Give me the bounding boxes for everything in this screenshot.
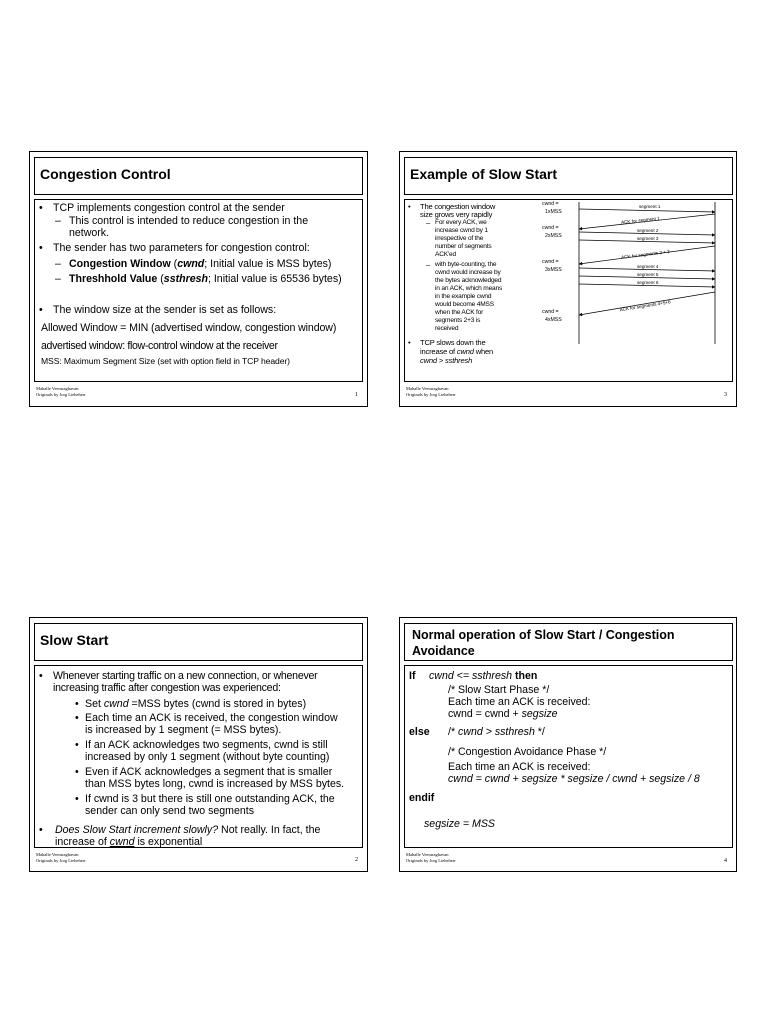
- slide-2-b2-l1: [55, 824, 320, 836]
- dash: –: [55, 215, 61, 227]
- paren: (: [157, 273, 164, 285]
- slide-1-allowed-window: Allowed Window = MIN (advertised window, congestion window): [41, 322, 337, 334]
- slide-3-s1-l3: irrespective of the: [435, 235, 484, 242]
- slide-4-footer: [406, 852, 456, 863]
- slide-1-title-box: [34, 157, 363, 195]
- slide-2-s2-l2: is increased by 1 segment (= MSS bytes).: [85, 724, 282, 736]
- cwnd-label: cwnd =: [542, 225, 559, 231]
- dash: –: [55, 273, 61, 285]
- slide-1-advertised-window: advertised window: flow-control window at the receiver: [41, 340, 278, 352]
- slide-4-each-ack-2: Each time an ACK is received:: [448, 761, 591, 773]
- segsize-var: segsize: [521, 708, 558, 720]
- slide-4-title: [412, 627, 675, 659]
- slide-3-s2-l3: the bytes acknowledged: [435, 277, 502, 284]
- slide-1-cwnd-line: [69, 258, 331, 270]
- slow-start-sequence-diagram: [575, 200, 725, 350]
- condition: cwnd > ssthresh: [458, 726, 535, 738]
- cwnd-var: cwnd: [456, 347, 474, 356]
- slide-4-else-condition: [448, 726, 545, 738]
- slide-1-title: Congestion Control: [40, 166, 171, 182]
- slide-1-page-number: 1: [355, 392, 358, 398]
- slide-3-title-box: [404, 157, 733, 195]
- slide-3-s2-l2: cwnd would increase by: [435, 269, 501, 276]
- text: =MSS bytes (cwnd is stored in bytes): [128, 698, 307, 710]
- slide-1-threshold-line: [69, 273, 342, 285]
- cwnd-rest: ; Initial value is MSS bytes): [204, 258, 332, 270]
- slide-4-title-box: [404, 623, 733, 661]
- dash: –: [55, 258, 61, 270]
- slide-3: [399, 151, 737, 407]
- kw-then: then: [512, 670, 538, 682]
- kw-if: If: [409, 670, 416, 682]
- slide-4-page-number: 4: [724, 858, 727, 864]
- slide-4-ca-formula: cwnd = cwnd + segsize * segsize / cwnd + segsize / 8: [448, 773, 700, 785]
- text: >: [436, 356, 445, 365]
- footer-author: Mahalle Veeraraghavan: [406, 852, 449, 857]
- slide-3-s2-l1: with byte-counting, the: [435, 261, 497, 268]
- text: when: [473, 347, 494, 356]
- slide-2-s5-l2: sender can only send two segments: [85, 805, 255, 817]
- text: increase of: [55, 836, 110, 848]
- bullet: •: [39, 304, 43, 316]
- slide-3-footer: [406, 386, 456, 397]
- slide-4: [399, 617, 737, 872]
- window-4mss: 4xMSS: [545, 317, 562, 323]
- slide-1-bullet-2: The sender has two parameters for congestion control:: [53, 242, 310, 254]
- slide-3-s1-l1: For every ACK, we: [435, 219, 487, 226]
- slide-2-s4-l2: than MSS bytes long, cwnd is increased by MSS bytes.: [85, 778, 345, 790]
- slide-3-s2-l6: would become 4MSS: [435, 301, 494, 308]
- bullet: •: [39, 824, 43, 836]
- slide-1-bullet-3: The window size at the sender is set as follows:: [53, 304, 277, 316]
- text: /*: [448, 726, 459, 738]
- ack-1-label: ACK for segment 1: [620, 215, 660, 225]
- slide-2-b1-l1: Whenever starting traffic on a new connection, or whenever: [53, 670, 318, 682]
- bullet: •: [75, 766, 79, 778]
- cwnd-label: cwnd =: [542, 259, 559, 265]
- cwnd-label: Congestion Window: [69, 258, 171, 270]
- segment-2-label: segment 2: [637, 228, 659, 233]
- slide-1-sub-1-line-2: network.: [69, 227, 110, 239]
- title-line-1: Normal operation of Slow Start / Congestion: [412, 628, 675, 642]
- slide-4-ss-phase: /* Slow Start Phase */: [448, 684, 550, 696]
- bullet: •: [75, 793, 79, 805]
- slide-2-s4-l1: Even if ACK acknowledges a segment that is smaller: [85, 766, 333, 778]
- ssthresh-var: ssthresh: [445, 356, 473, 365]
- slide-3-s2-l5: in the example cwnd: [435, 293, 492, 300]
- slide-3-b2-l3: [420, 357, 472, 365]
- slide-1-content: [34, 199, 363, 382]
- footer-originals: Originals by Jorg Liebeherr: [406, 857, 456, 863]
- text: is exponential: [134, 836, 203, 848]
- cwnd-label: cwnd =: [542, 201, 559, 207]
- slide-2: [29, 617, 368, 872]
- threshold-label: Threshhold Value: [69, 273, 158, 285]
- text: */: [534, 726, 545, 738]
- slide-3-s2-l9: received: [435, 325, 459, 332]
- footer-originals: Originals by Jorg Liebeherr: [36, 391, 86, 397]
- paren: (: [170, 258, 178, 270]
- slide-4-if-condition: [429, 670, 537, 682]
- slide-2-b2-l2: [55, 836, 202, 848]
- segment-1-label: segment 1: [639, 204, 661, 209]
- window-1mss: 1xMSS: [545, 209, 562, 215]
- footer-originals: Originals by Jorg Liebeherr: [36, 857, 86, 863]
- slide-3-s2-l7: when the ACK for: [435, 309, 484, 316]
- footer-author: Mahalle Veeraraghavan: [406, 386, 449, 391]
- kw-else: else: [409, 726, 430, 738]
- bullet: •: [39, 242, 43, 254]
- cwnd-var: cwnd: [420, 356, 437, 365]
- slide-3-b1-l2: size grows very rapidly: [420, 210, 493, 219]
- segment-5-label: segment 5: [637, 272, 659, 277]
- slide-3-title: Example of Slow Start: [410, 166, 558, 182]
- text: Not really. In fact, the: [218, 824, 321, 836]
- text: increase of: [420, 347, 457, 356]
- slide-2-page-number: 2: [355, 857, 358, 863]
- slide-2-b1-l2: increasing traffic after congestion was experienced:: [53, 682, 281, 694]
- bullet: •: [75, 712, 79, 724]
- bullet: •: [39, 202, 43, 214]
- threshold-rest: ; Initial value is 65536 bytes): [207, 273, 342, 285]
- slide-3-b2-l1: TCP slows down the: [420, 338, 486, 347]
- bullet: •: [75, 739, 79, 751]
- slide-4-each-ack-1: Each time an ACK is received:: [448, 696, 591, 708]
- segment-3-label: segment 3: [637, 236, 659, 241]
- condition: cwnd <= ssthresh: [429, 670, 513, 682]
- footer-originals: Originals by Jorg Liebeherr: [406, 391, 456, 397]
- slide-3-s1-l2: increase cwnd by 1: [435, 227, 488, 234]
- ack-23-label: ACK for segments 2 + 3: [620, 248, 670, 260]
- segment-4-label: segment 4: [637, 264, 659, 269]
- slide-3-s1-l5: ACK'ed: [435, 251, 456, 258]
- title-line-2: Avoidance: [412, 644, 475, 658]
- slide-1-sub-1-line-1: This control is intended to reduce congestion in the: [69, 215, 309, 227]
- slide-3-s1-l4: number of segments: [435, 243, 492, 250]
- window-3mss: 3xMSS: [545, 267, 562, 273]
- bullet: •: [75, 698, 79, 710]
- slide-4-segsize-def: segsize = MSS: [424, 818, 495, 830]
- slide-3-content: [404, 199, 733, 382]
- cwnd-label: cwnd =: [542, 309, 559, 315]
- slide-1-bullet-1: TCP implements congestion control at the sender: [53, 202, 285, 214]
- footer-author: Mahalle Veeraraghavan: [36, 386, 79, 391]
- slide-3-s2-l8: segments 2+3 is: [435, 317, 481, 324]
- slide-2-s3-l2: increased by only 1 segment (without byte counting): [85, 751, 330, 763]
- slide-2-title-box: [34, 623, 363, 661]
- cwnd-var: cwnd: [177, 258, 205, 270]
- slide-3-b2-l2: [420, 348, 493, 356]
- bullet: •: [408, 202, 411, 211]
- footer-author: Mahalle Veeraraghavan: [36, 852, 79, 857]
- window-2mss: 2xMSS: [545, 233, 562, 239]
- segment-1-arrow: [579, 209, 715, 212]
- question: Does Slow Start increment slowly?: [55, 824, 219, 836]
- ssthresh-var: ssthresh: [163, 273, 208, 285]
- slide-3-b1-l1: The congestion window: [420, 202, 496, 211]
- text: Set: [85, 698, 104, 710]
- slide-2-title: Slow Start: [40, 632, 109, 648]
- slide-2-footer: [36, 852, 86, 863]
- cwnd-var: cwnd: [109, 836, 135, 848]
- slide-1-footer: [36, 386, 86, 397]
- slide-3-page-number: 3: [724, 392, 727, 398]
- ack-456-label: ACK for segments 4+5+6: [619, 299, 671, 313]
- slide-2-s2-l1: Each time an ACK is received, the congestion window: [85, 712, 338, 724]
- slide-4-content: [404, 665, 733, 848]
- slide-4-cwnd-update: [448, 708, 558, 720]
- slide-2-s5-l1: If cwnd is 3 but there is still one outstanding ACK, the: [85, 793, 335, 805]
- slide-3-s2-l4: in an ACK, which means: [435, 285, 503, 292]
- slide-2-s3-l1: If an ACK acknowledges two segments, cwnd is still: [85, 739, 328, 751]
- slide-2-content: [34, 665, 363, 848]
- text: cwnd = cwnd +: [448, 708, 522, 720]
- cwnd-var: cwnd: [103, 698, 129, 710]
- slide-2-s1: [85, 698, 306, 710]
- slide-1-mss-note: MSS: Maximum Segment Size (set with option field in TCP header): [41, 356, 290, 366]
- slide-1: [29, 151, 368, 407]
- bullet: •: [39, 670, 43, 682]
- slide-4-ca-phase: /* Congestion Avoidance Phase */: [448, 746, 607, 758]
- segment-6-label: segment 6: [637, 280, 659, 285]
- dash: –: [426, 260, 431, 269]
- bullet: •: [408, 338, 411, 347]
- kw-endif: endif: [409, 792, 435, 804]
- dash: –: [426, 218, 431, 227]
